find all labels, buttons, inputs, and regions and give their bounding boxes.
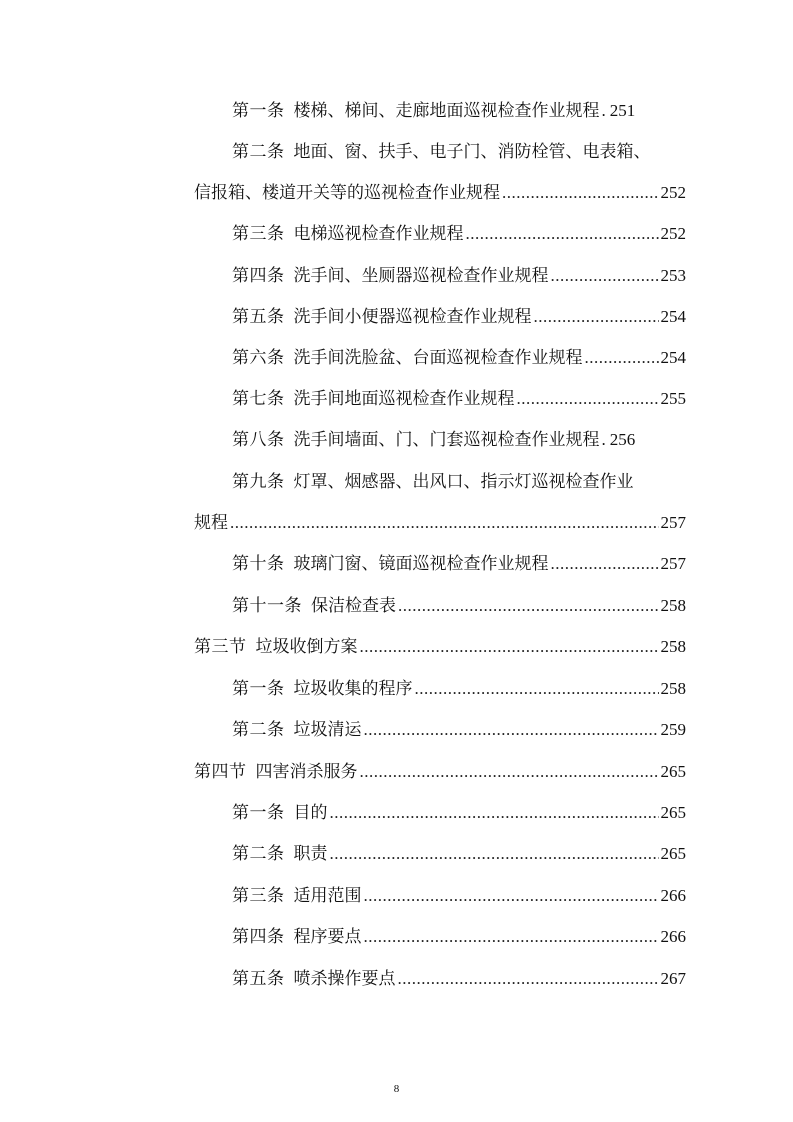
page-number: 8 [393, 1083, 400, 1095]
toc-entry-title: 职责 [293, 844, 328, 864]
toc-entry[interactable] [0, 798, 793, 828]
toc-section-number: 第三节 [194, 637, 247, 657]
toc-entry[interactable] [0, 425, 793, 455]
toc-entry-page: 252 [660, 183, 686, 202]
toc-entry-number: 第三条 [232, 224, 285, 244]
toc-entry-title: 洗手间墙面、门、门套巡视检查作业规程 [293, 430, 600, 450]
toc-entry-page: 254 [660, 348, 686, 367]
toc-entry-number: 第六条 [232, 348, 285, 368]
toc-entry-leader [360, 632, 659, 662]
toc-entry-leader [415, 674, 659, 704]
toc-entry-title: 洗手间小便器巡视检查作业规程 [293, 307, 532, 327]
toc-entry-title: 玻璃门窗、镜面巡视检查作业规程 [293, 554, 549, 574]
toc-section-entry[interactable] [0, 757, 793, 787]
toc-entry-title: 适用范围 [293, 886, 362, 906]
toc-entry-number: 第二条 [232, 720, 285, 740]
toc-entry[interactable] [0, 343, 793, 373]
toc-entry[interactable] [0, 964, 793, 994]
toc-section-entry[interactable] [0, 632, 793, 662]
toc-entry[interactable] [0, 137, 793, 167]
toc-entry[interactable] [0, 715, 793, 745]
toc-entry-title-continued: 规程 [194, 513, 228, 533]
toc-entry-number: 第九条 [232, 472, 285, 492]
toc-entry[interactable] [0, 302, 793, 332]
toc-entry-page: 255 [660, 389, 686, 408]
toc-entry-page: 258 [660, 637, 686, 656]
toc-entry-page: 265 [660, 844, 686, 863]
toc-entry[interactable] [0, 839, 793, 869]
toc-entry-leader: . [601, 101, 606, 120]
toc-entry-page: 257 [660, 554, 686, 573]
toc-entry[interactable] [0, 384, 793, 414]
toc-entry-number: 第一条 [232, 679, 285, 699]
toc-entry[interactable] [0, 549, 793, 579]
toc-entry-leader [466, 219, 659, 249]
toc-entry-page: 258 [660, 679, 686, 698]
toc-entry-title: 洗手间地面巡视检查作业规程 [293, 389, 515, 409]
toc-entry-number: 第四条 [232, 266, 285, 286]
toc-entry-number: 第五条 [232, 307, 285, 327]
toc-entry-title: 程序要点 [293, 927, 362, 947]
toc-entry-number: 第二条 [232, 142, 285, 162]
toc-entry-leader [364, 715, 659, 745]
toc-entry-leader: . [601, 430, 606, 449]
toc-section-number: 第四节 [194, 762, 247, 782]
toc-entry[interactable] [0, 96, 793, 126]
toc-entry[interactable] [0, 674, 793, 704]
toc-entry-number: 第三条 [232, 886, 285, 906]
toc-entry[interactable] [0, 922, 793, 952]
toc-entry-page: 258 [660, 596, 686, 615]
toc-entry-page: 251 [609, 101, 636, 120]
toc-entry[interactable] [0, 881, 793, 911]
toc-entry-leader [330, 798, 659, 828]
toc-entry[interactable] [0, 591, 793, 621]
toc-entry-page: 266 [660, 927, 686, 946]
toc-entry-title: 喷杀操作要点 [293, 969, 396, 989]
toc-entry-title: 垃圾收集的程序 [293, 679, 413, 699]
toc-entry-leader [551, 549, 659, 579]
toc-entry-leader [551, 261, 659, 291]
toc-entry-page: 266 [660, 886, 686, 905]
toc-entry-leader [585, 343, 659, 373]
toc-entry-number: 第五条 [232, 969, 285, 989]
toc-entry-number: 第二条 [232, 844, 285, 864]
toc-entry-page: 265 [660, 762, 686, 781]
toc-entry-leader [517, 384, 659, 414]
toc-entry-title: 垃圾清运 [293, 720, 362, 740]
toc-entry-page: 257 [660, 513, 686, 532]
toc-entry-page: 265 [660, 803, 686, 822]
toc-entry-continuation[interactable] [0, 178, 793, 208]
toc-entry-continuation[interactable] [0, 508, 793, 538]
toc-entry-leader [534, 302, 659, 332]
toc-entry[interactable] [0, 261, 793, 291]
toc-entry-title: 保洁检查表 [311, 596, 396, 616]
toc-entry-title-continued: 信报箱、楼道开关等的巡视检查作业规程 [194, 183, 500, 203]
toc-entry-leader [330, 839, 659, 869]
toc-entry-leader [364, 922, 659, 952]
toc-entry-leader [398, 591, 659, 621]
toc-entry-title: 目的 [293, 803, 328, 823]
toc-entry-number: 第一条 [232, 101, 285, 121]
toc-entry-page: 254 [660, 307, 686, 326]
toc-entry-page: 253 [660, 266, 686, 285]
toc-entry-page: 252 [660, 224, 686, 243]
toc-section-title: 四害消杀服务 [255, 762, 358, 782]
toc-entry-page: 259 [660, 720, 686, 739]
toc-entry-title: 洗手间、坐厕器巡视检查作业规程 [293, 266, 549, 286]
toc-entry-number: 第七条 [232, 389, 285, 409]
toc-section-title: 垃圾收倒方案 [255, 637, 358, 657]
toc-entry-title: 电梯巡视检查作业规程 [293, 224, 464, 244]
toc-entry-leader [502, 178, 659, 208]
toc-entry-number: 第四条 [232, 927, 285, 947]
toc-entry[interactable] [0, 467, 793, 497]
toc-entry-title: 灯罩、烟感器、出风口、指示灯巡视检查作业 [293, 472, 634, 492]
toc-entry-number: 第一条 [232, 803, 285, 823]
toc-entry-number: 第十条 [232, 554, 285, 574]
toc-entry-leader [230, 508, 659, 538]
toc-entry-page: 267 [660, 969, 686, 988]
toc-entry-leader [364, 881, 659, 911]
toc-entry-leader [398, 964, 659, 994]
toc-entry-title: 地面、窗、扶手、电子门、消防栓管、电表箱、 [293, 142, 651, 162]
toc-entry-number: 第八条 [232, 430, 285, 450]
toc-entry-leader [360, 757, 659, 787]
toc-entry-title: 洗手间洗脸盆、台面巡视检查作业规程 [293, 348, 583, 368]
toc-entry-title: 楼梯、梯间、走廊地面巡视检查作业规程 [293, 101, 600, 121]
toc-entry[interactable] [0, 219, 793, 249]
toc-entry-number: 第十一条 [232, 596, 302, 616]
toc-entry-page: 256 [609, 430, 636, 449]
